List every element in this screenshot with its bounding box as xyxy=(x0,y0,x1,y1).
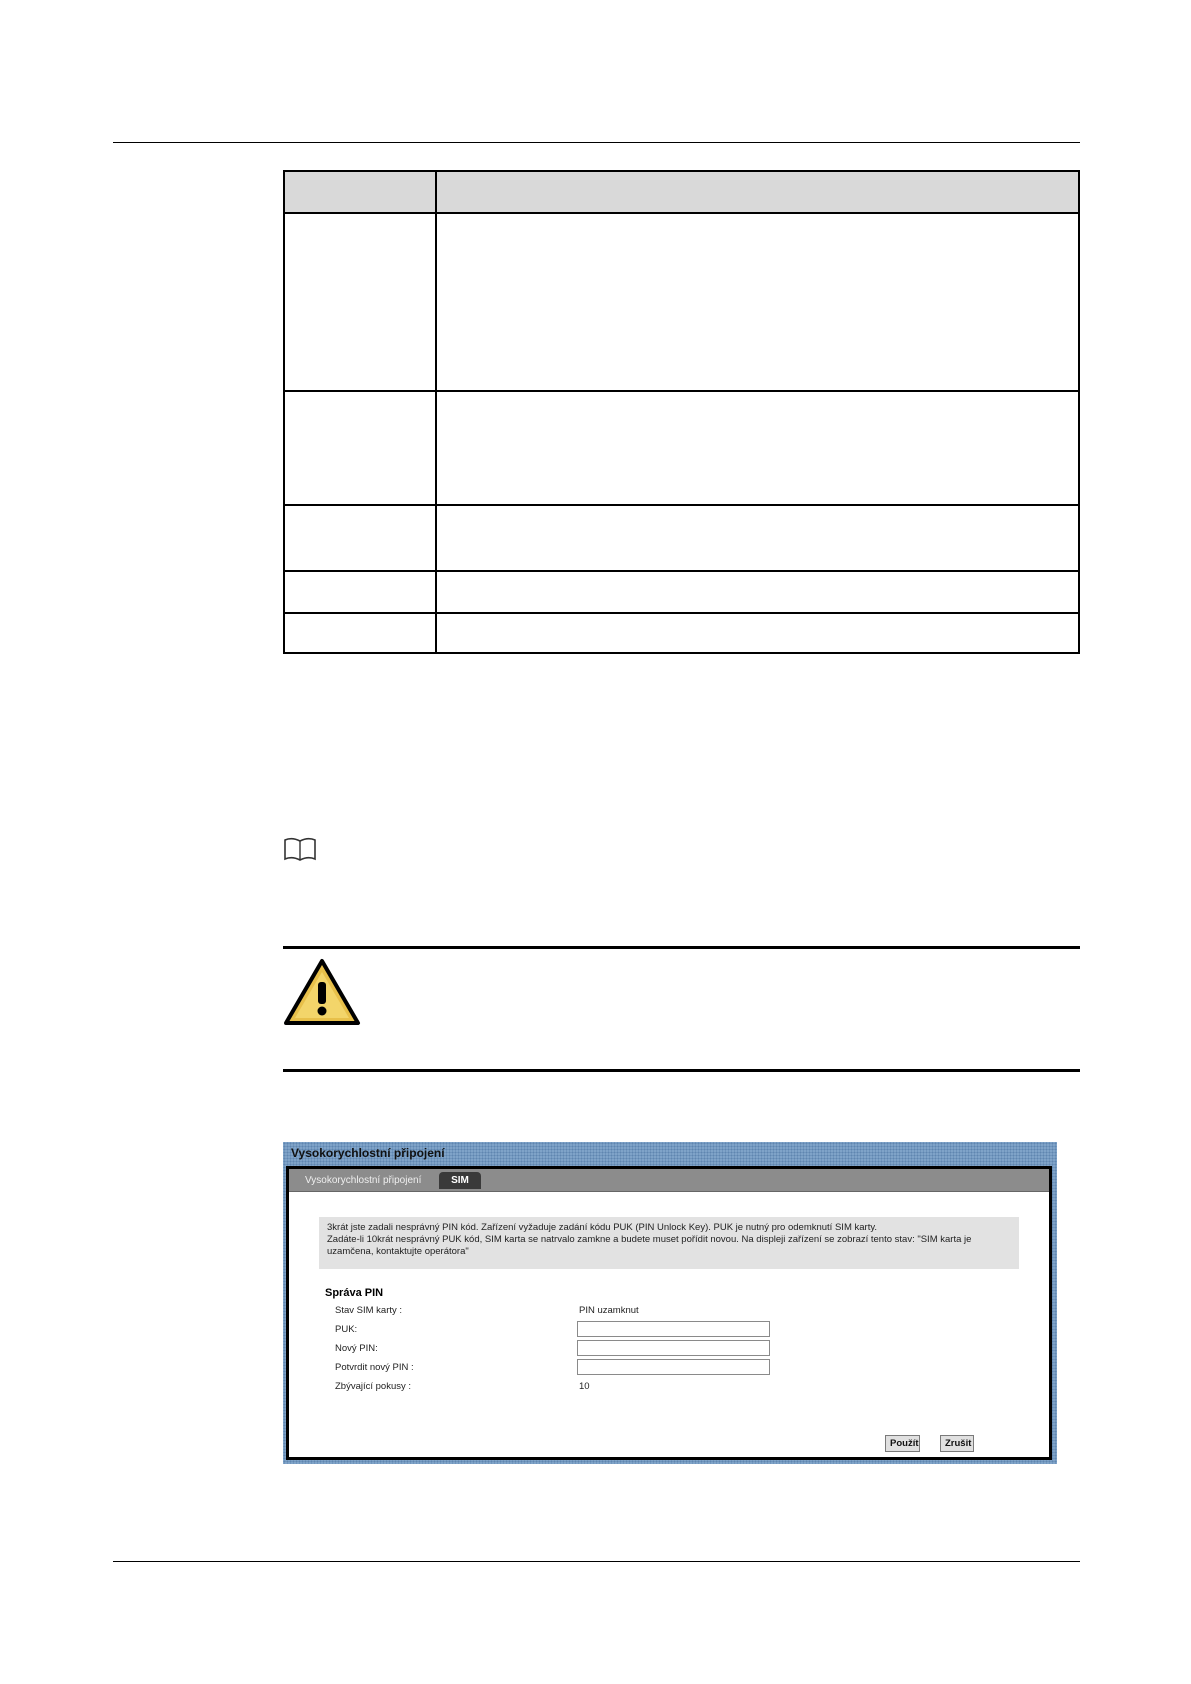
confirm-pin-input[interactable] xyxy=(577,1359,770,1375)
tab-high-speed-connection[interactable]: Vysokorychlostní připojení xyxy=(305,1175,422,1186)
table-cell xyxy=(284,391,436,505)
confirm-pin-label: Potvrdit nový PIN : xyxy=(335,1362,414,1373)
new-pin-input[interactable] xyxy=(577,1340,770,1356)
table-cell xyxy=(436,391,1079,505)
table-header-row xyxy=(284,171,1079,213)
table-cell xyxy=(436,571,1079,613)
new-pin-label: Nový PIN: xyxy=(335,1343,378,1354)
message-line: uzamčena, kontaktujte operátora" xyxy=(327,1246,469,1257)
remaining-attempts-label: Zbývající pokusy : xyxy=(335,1381,412,1392)
puk-label: PUK: xyxy=(335,1324,358,1335)
tab-bar xyxy=(289,1169,1049,1192)
table-cell xyxy=(284,613,436,653)
table-row xyxy=(284,391,1079,505)
warning-triangle-icon xyxy=(283,958,361,1026)
parameter-table xyxy=(283,170,1080,654)
tab-sim[interactable]: SIM xyxy=(439,1172,481,1189)
table-cell xyxy=(284,213,436,391)
pin-management-title: Správa PIN xyxy=(325,1287,384,1299)
table-cell xyxy=(284,505,436,571)
sim-status-value: PIN uzamknut xyxy=(579,1305,639,1316)
table-header-cell xyxy=(284,171,436,213)
message-line: 3krát jste zadali nesprávný PIN kód. Zařízení vyžaduje zadání kódu PUK (PIN Unlock Key). PUK je nutný pro odemknutí SIM karty. xyxy=(327,1222,878,1233)
remaining-attempts-value: 10 xyxy=(579,1381,590,1392)
table-cell xyxy=(436,505,1079,571)
cancel-button[interactable]: Zrušit xyxy=(940,1435,974,1452)
table-cell xyxy=(436,613,1079,653)
warning-top-rule xyxy=(283,946,1080,949)
table-row xyxy=(284,213,1079,391)
footer-rule xyxy=(113,1561,1080,1562)
sim-settings-screenshot xyxy=(283,1142,1057,1464)
table-row xyxy=(284,613,1079,653)
table-cell xyxy=(284,571,436,613)
message-line: Zadáte-li 10krát nesprávný PUK kód, SIM karta se natrvalo zamkne a budete muset pořídit novou. Na displeji zařízení se zobrazí tento stav: "SIM karta je xyxy=(327,1234,972,1245)
table-cell xyxy=(436,213,1079,391)
header-rule xyxy=(113,142,1080,143)
window-title: Vysokorychlostní připojení xyxy=(291,1146,445,1160)
book-icon xyxy=(283,837,317,863)
content-frame xyxy=(286,1166,1052,1460)
table-header-cell xyxy=(436,171,1079,213)
apply-button[interactable]: Použít xyxy=(885,1435,920,1452)
puk-info-message xyxy=(319,1217,1019,1269)
table-row xyxy=(284,505,1079,571)
sim-status-label: Stav SIM karty : xyxy=(335,1305,403,1316)
puk-input[interactable] xyxy=(577,1321,770,1337)
warning-bottom-rule xyxy=(283,1069,1080,1072)
table-row xyxy=(284,571,1079,613)
